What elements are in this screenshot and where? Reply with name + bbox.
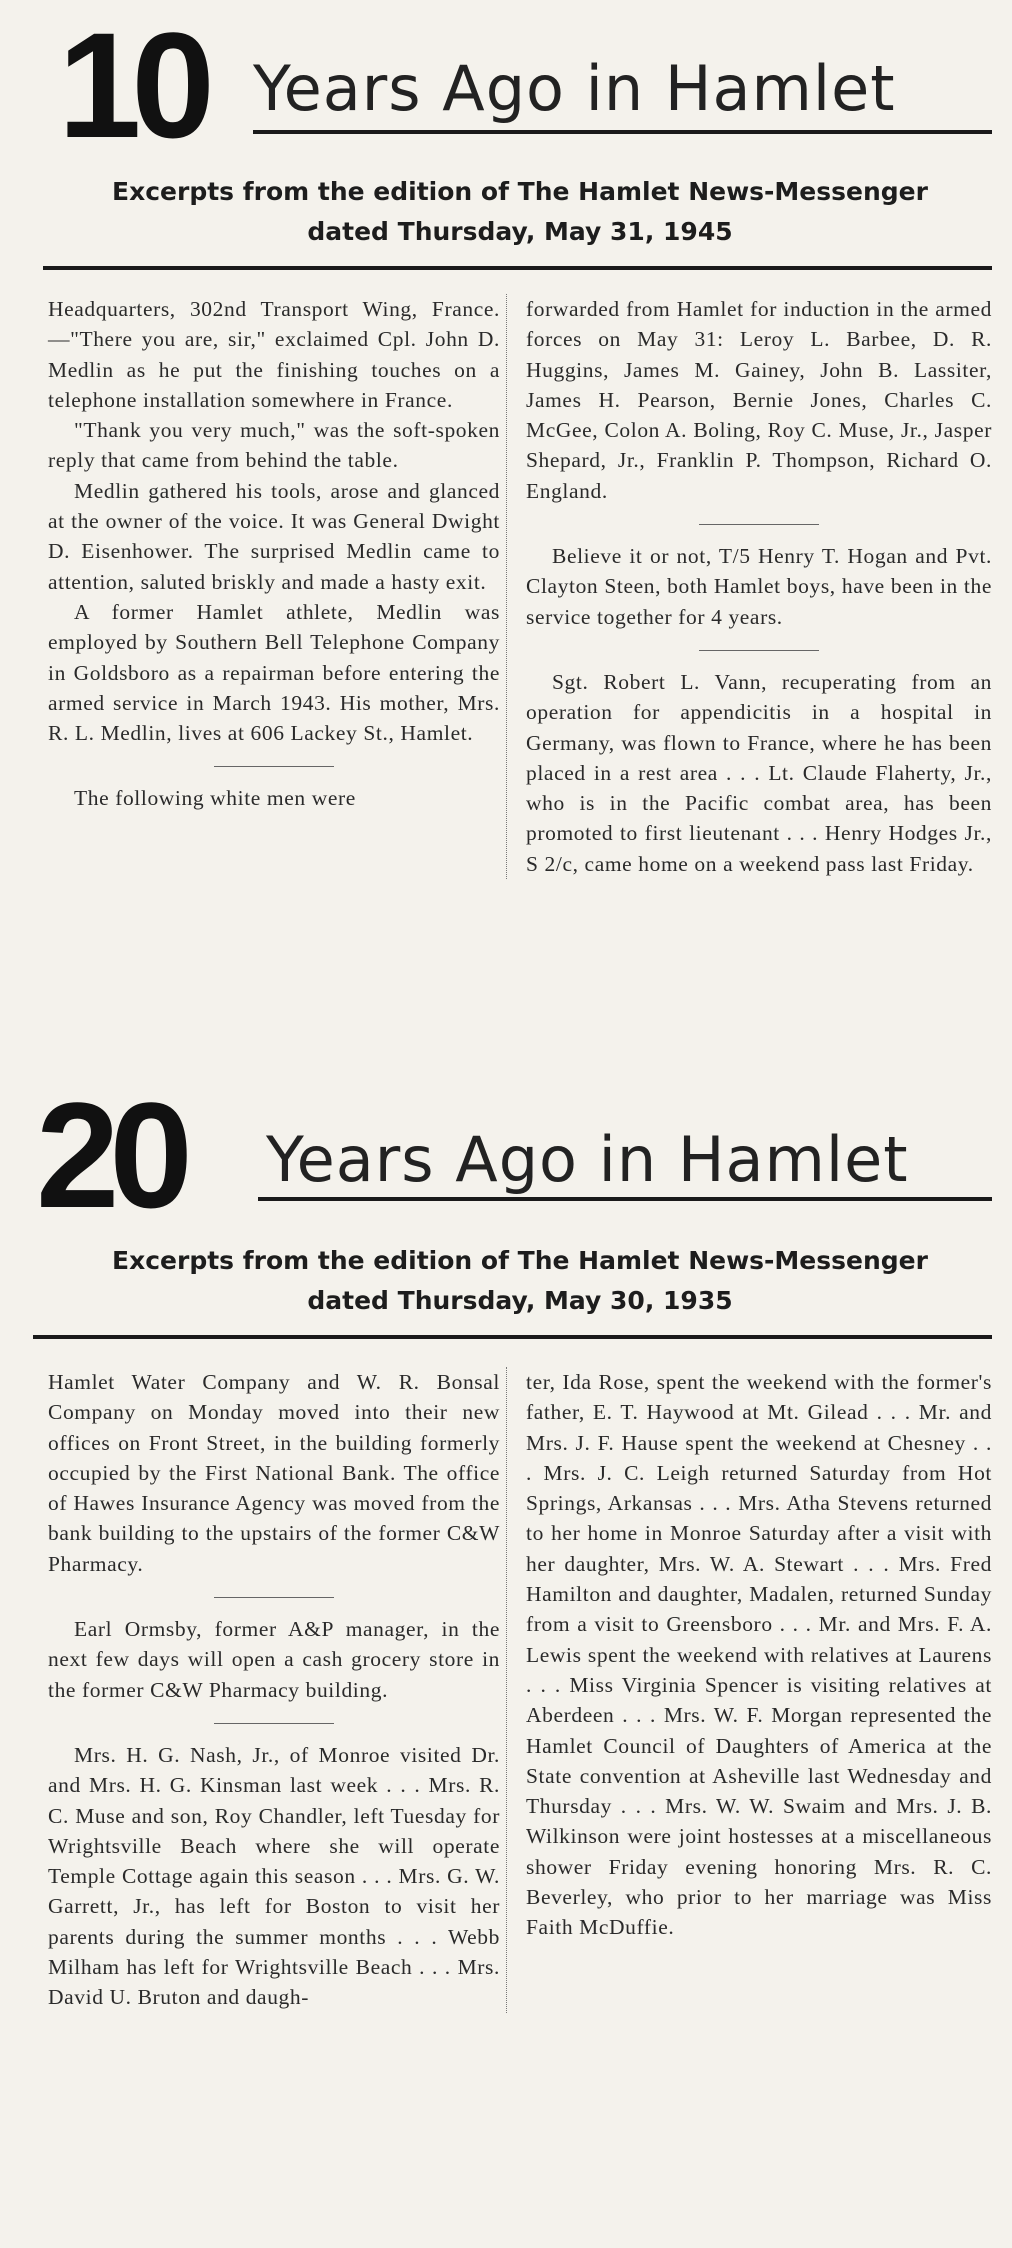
excerpt-line-2: dated Thursday, May 30, 1935 [307,1286,733,1315]
excerpt-source [48,1241,992,1321]
right-column [526,1367,992,2013]
paragraph: ter, Ida Rose, spent the weekend with the former's father, E. T. Haywood at Mt. Gilead . . . Mr. and Mrs. J. F. Hause spent the weekend at Chesney . . . Mrs. J. C. Leigh returned Saturday from Hot Springs, Arkansas . . . Mrs. Atha Stevens returned to her home in Monroe Saturday after a visit with her daughter, Mrs. W. A. Stewart . . . Mrs. Fred Hamilton and daughter, Madalen, returned Sunday from a visit to Greensboro . . . Mr. and Mrs. F. A. Lewis spent the weekend with relatives at Laurens . . . Miss Virginia Spencer is visiting relatives at Aberdeen . . . Mrs. W. F. Morgan represented the Hamlet Council of Daughters of America at the State convention at Asheville last Wednesday and Thursday . . . Mrs. W. W. Swaim and Mrs. J. B. Wilkinson were joint hostesses at a miscellaneous shower Friday evening honoring Mrs. R. C. Beverley, who prior to her marriage was Miss Faith McDuffie. [526,1370,992,1940]
paragraph: A former Hamlet athlete, Medlin was employed by Southern Bell Telephone Company in Goldsboro as a repairman before entering the armed service in March 1943. His mother, Mrs. R. L. Medlin, lives at 606 Lackey St., Hamlet. [48,599,500,746]
section-title: Years Ago in Hamlet [266,1123,909,1196]
separator [214,766,334,767]
section-20-years-ago [36,1071,992,2245]
article-columns [48,294,992,879]
excerpt-line-1: Excerpts from the edition of The Hamlet News-Messenger [112,177,928,206]
section-masthead [36,1071,992,1239]
section-number: 10 [58,1,205,169]
article-columns [48,1367,992,2013]
paragraph: Earl Ormsby, former A&P manager, in the next few days will open a cash grocery store in the former C&W Pharmacy building. [48,1617,500,1702]
paragraph: Hamlet Water Company and W. R. Bonsal Company on Monday moved into their new offices on Front Street, in the building formerly occupied by the First National Bank. The office of Hawes Insurance Agency was moved from the bank building to the upstairs of the former C&W Pharmacy. [48,1370,500,1576]
separator [214,1597,334,1598]
paragraph: Medlin gathered his tools, arose and glanced at the owner of the voice. It was General Dwight D. Eisenhower. The surprised Medlin came to attention, saluted briskly and made a hasty exit. [48,478,500,594]
left-column [48,1367,500,2013]
paragraph: forwarded from Hamlet for induction in the armed forces on May 31: Leroy L. Barbee, D. R. Huggins, James M. Gainey, John B. Lassiter, James H. Pearson, Bernie Jones, Charles C. McGee, Colon A. Boling, Roy C. Muse, Jr., Jasper Shepard, Jr., Franklin P. Thompson, Richard O. England. [526,297,992,503]
excerpt-line-2: dated Thursday, May 31, 1945 [307,217,733,246]
separator [214,1723,334,1724]
separator [699,524,819,525]
section-number: 20 [36,1071,183,1239]
paragraph: Sgt. Robert L. Vann, recuperating from an operation for appendicitis in a hospital in Germany, was flown to France, where he has been placed in a rest area . . . Lt. Claude Flaherty, Jr., who is in the Pacific combat area, has been promoted to first lieutenant . . . Henry Hodges Jr., S 2/c, came home on a weekend pass last Friday. [526,669,992,876]
separator [699,650,819,651]
paragraph: The following white men were [74,786,356,811]
paragraph: Headquarters, 302nd Transport Wing, France.—"There you are, sir," exclaimed Cpl. John D. Medlin as he put the finishing touches on a telephone installation somewhere in France. [48,297,500,412]
paragraph: Mrs. H. G. Nash, Jr., of Monroe visited Dr. and Mrs. H. G. Kinsman last week . . . Mrs. R. C. Muse and son, Roy Chandler, left Tuesday for Wrightsville Beach where she will operate Temple Cottage again this season . . . Mrs. G. W. Garrett, Jr., has left for Boston to visit her parents during the summer months . . . Webb Milham has left for Wrightsville Beach . . . Mrs. David U. Bruton and daugh- [48,1742,500,2010]
excerpt-source [48,172,992,252]
left-column [48,294,500,879]
section-title: Years Ago in Hamlet [253,52,896,125]
right-column [526,294,992,879]
column-divider [506,294,508,879]
section-masthead [48,1,992,169]
title-rule [258,1197,992,1201]
header-bottom-rule [43,266,992,270]
column-divider [506,1367,508,2013]
excerpt-line-1: Excerpts from the edition of The Hamlet News-Messenger [112,1246,928,1275]
section-10-years-ago [48,1,992,1065]
header-bottom-rule [33,1335,992,1339]
paragraph: "Thank you very much," was the soft-spoken reply that came from behind the table. [48,418,500,473]
paragraph: Believe it or not, T/5 Henry T. Hogan and Pvt. Clayton Steen, both Hamlet boys, have been in the service together for 4 years. [526,544,992,629]
title-rule [253,130,992,134]
